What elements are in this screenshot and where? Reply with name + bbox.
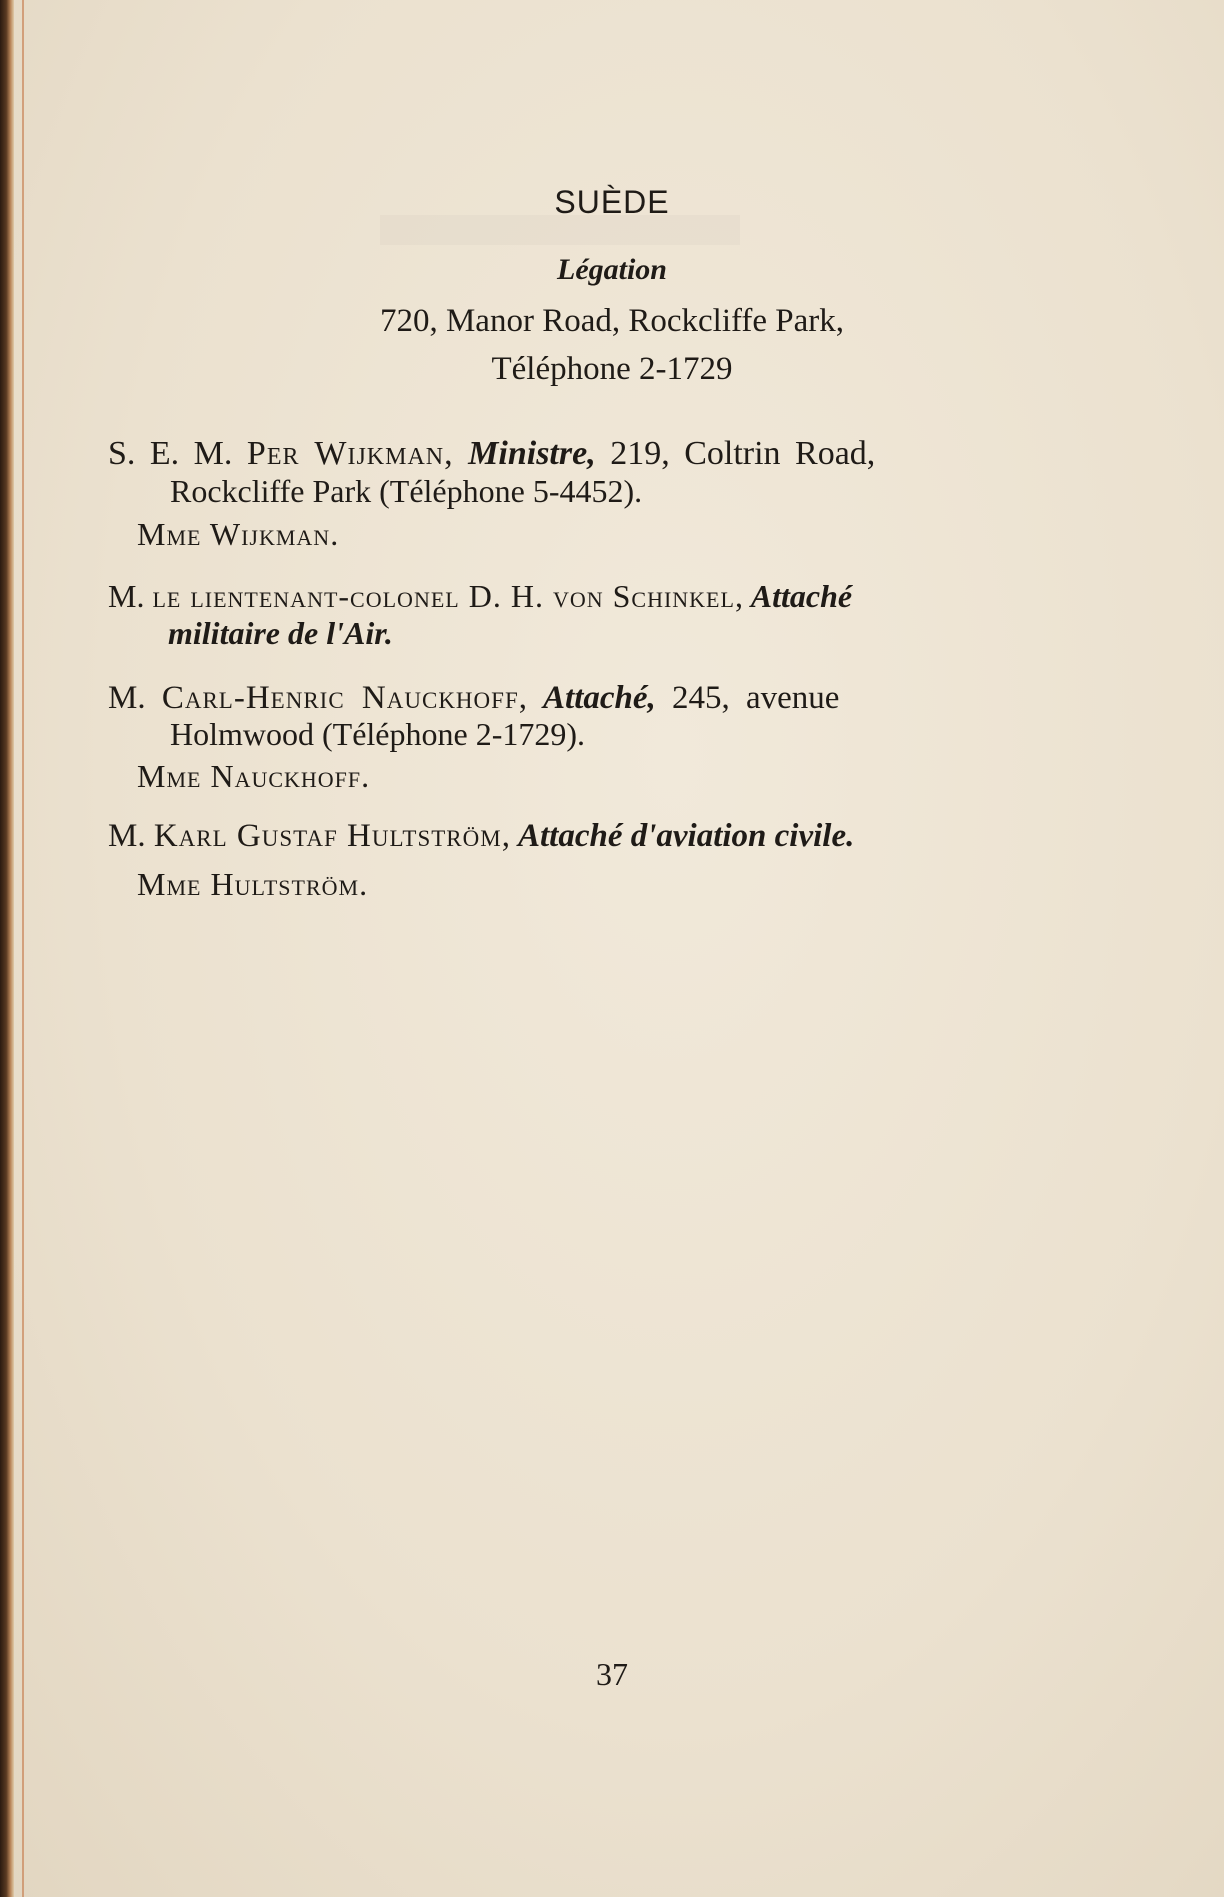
person-name: Per Wijkman, [246,435,454,472]
entry-nauckhoff-spouse: Mme Nauckhoff. [137,758,371,794]
entry-nauckhoff-line2: Holmwood (Téléphone 2-1729). [170,716,586,752]
entry-wijkman-spouse: Mme Wijkman. [137,516,340,552]
entry-wijkman-line1 [108,437,875,471]
legation-address: 720, Manor Road, Rockcliffe Park, [379,303,845,339]
person-address: 245, avenue [655,680,840,716]
entry-prefix: M. [108,680,162,716]
entry-prefix: M. [108,578,153,614]
page-title: SUÈDE [554,184,670,220]
person-title: Attaché, [527,680,656,716]
person-name: Carl-Henric Nauckhoff, [161,680,528,716]
person-title: Ministre, [453,435,596,472]
entry-hultstrom-line1 [108,820,854,853]
person-address: 219, Coltrin Road, [595,435,876,472]
entry-nauckhoff-line1 [108,682,839,715]
person-title: Attaché [743,578,853,614]
entry-prefix: M. [108,818,154,854]
entry-hultstrom-spouse: Mme Hultström. [137,866,369,902]
entry-prefix: S. E. M. [108,435,247,472]
legation-telephone: Téléphone 2-1729 [491,351,733,387]
person-name: D. H. von Schinkel, [459,578,744,614]
person-rank: le lientenant-colonel [152,578,460,614]
entry-wijkman-line2: Rockcliffe Park (Téléphone 5-4452). [170,473,643,509]
person-name: Karl Gustaf Hultström, [153,818,511,854]
page-number: 37 [596,1656,628,1692]
legation-subtitle: Légation [557,253,667,286]
entry-schinkel-line1 [108,580,852,612]
entry-schinkel-line2: militaire de l'Air. [168,615,393,651]
person-title: Attaché d'aviation civile. [510,818,855,854]
